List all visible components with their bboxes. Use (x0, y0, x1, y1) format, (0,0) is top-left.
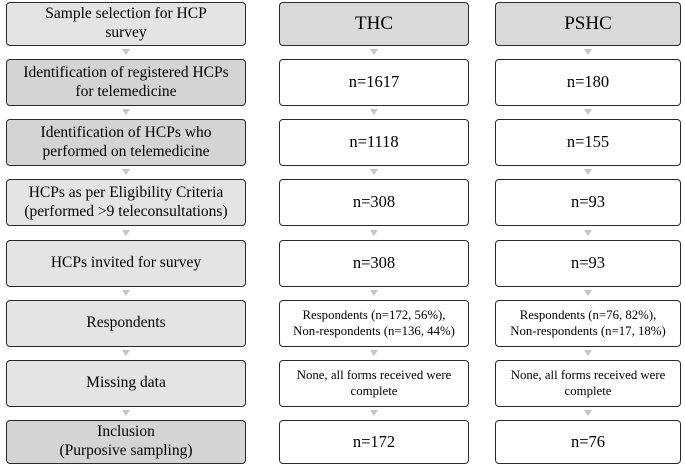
count-label: n=76 (570, 431, 606, 451)
step-missing-data (6, 360, 246, 407)
step-label: Identification of HCPs who performed on telemedicine (40, 123, 212, 160)
header-pshc (495, 2, 681, 46)
pshc-missing-data (495, 360, 681, 407)
step-label: HCPs invited for survey (50, 254, 202, 272)
step-label: Respondents (86, 314, 166, 332)
thc-missing-data (279, 360, 469, 407)
down-arrow-icon (584, 109, 592, 115)
step-label: HCPs as per Eligibility Criteria (performed >9 teleconsultations) (24, 183, 228, 220)
thc-eligible-count (279, 179, 469, 226)
pshc-registered-count (495, 59, 681, 106)
down-arrow-icon (122, 109, 130, 115)
down-arrow-icon (370, 410, 378, 416)
pshc-respondents (495, 300, 681, 347)
respondents-label: Respondents (n=172, 56%), Non-respondents (n=136, 44%) (293, 307, 455, 338)
down-arrow-icon (122, 350, 130, 356)
thc-performed-count (279, 119, 469, 166)
pshc-included-count (495, 420, 681, 464)
missing-data-label: None, all forms received were complete (510, 367, 666, 398)
count-label: n=1118 (349, 132, 399, 152)
count-label: n=1617 (348, 72, 400, 92)
pshc-performed-count (495, 119, 681, 166)
count-label: n=93 (570, 192, 606, 212)
header-label: PSHC (564, 13, 612, 35)
count-label: n=93 (570, 253, 606, 273)
down-arrow-icon (584, 350, 592, 356)
down-arrow-icon (122, 169, 130, 175)
count-label: n=308 (352, 192, 396, 212)
down-arrow-icon (584, 169, 592, 175)
count-label: n=172 (352, 431, 396, 451)
thc-respondents (279, 300, 469, 347)
step-eligibility-criteria (6, 179, 246, 226)
header-thc (279, 2, 469, 46)
down-arrow-icon (122, 410, 130, 416)
down-arrow-icon (584, 230, 592, 236)
step-label: Sample selection for HCP survey (45, 5, 207, 41)
missing-data-label: None, all forms received were complete (296, 367, 452, 398)
pshc-eligible-count (495, 179, 681, 226)
down-arrow-icon (370, 230, 378, 236)
step-performed-hcps (6, 119, 246, 166)
down-arrow-icon (122, 290, 130, 296)
step-respondents (6, 300, 246, 347)
down-arrow-icon (370, 109, 378, 115)
count-label: n=155 (566, 132, 610, 152)
count-label: n=308 (352, 253, 396, 273)
step-sample-selection (6, 2, 246, 46)
step-registered-hcps (6, 59, 246, 106)
down-arrow-icon (370, 49, 378, 55)
count-label: n=180 (566, 72, 610, 92)
step-label: Identification of registered HCPs for telemedicine (23, 63, 229, 100)
down-arrow-icon (122, 49, 130, 55)
step-inclusion (6, 420, 246, 464)
down-arrow-icon (370, 169, 378, 175)
thc-invited-count (279, 240, 469, 287)
thc-registered-count (279, 59, 469, 106)
header-label: THC (355, 13, 393, 35)
down-arrow-icon (370, 290, 378, 296)
down-arrow-icon (584, 290, 592, 296)
respondents-label: Respondents (n=76, 82%), Non-respondents (n=17, 18%) (510, 307, 666, 338)
step-label: Inclusion (Purposive sampling) (59, 423, 193, 459)
down-arrow-icon (584, 410, 592, 416)
step-label: Missing data (86, 374, 166, 392)
down-arrow-icon (122, 230, 130, 236)
step-invited (6, 240, 246, 287)
thc-included-count (279, 420, 469, 464)
down-arrow-icon (584, 49, 592, 55)
pshc-invited-count (495, 240, 681, 287)
down-arrow-icon (370, 350, 378, 356)
